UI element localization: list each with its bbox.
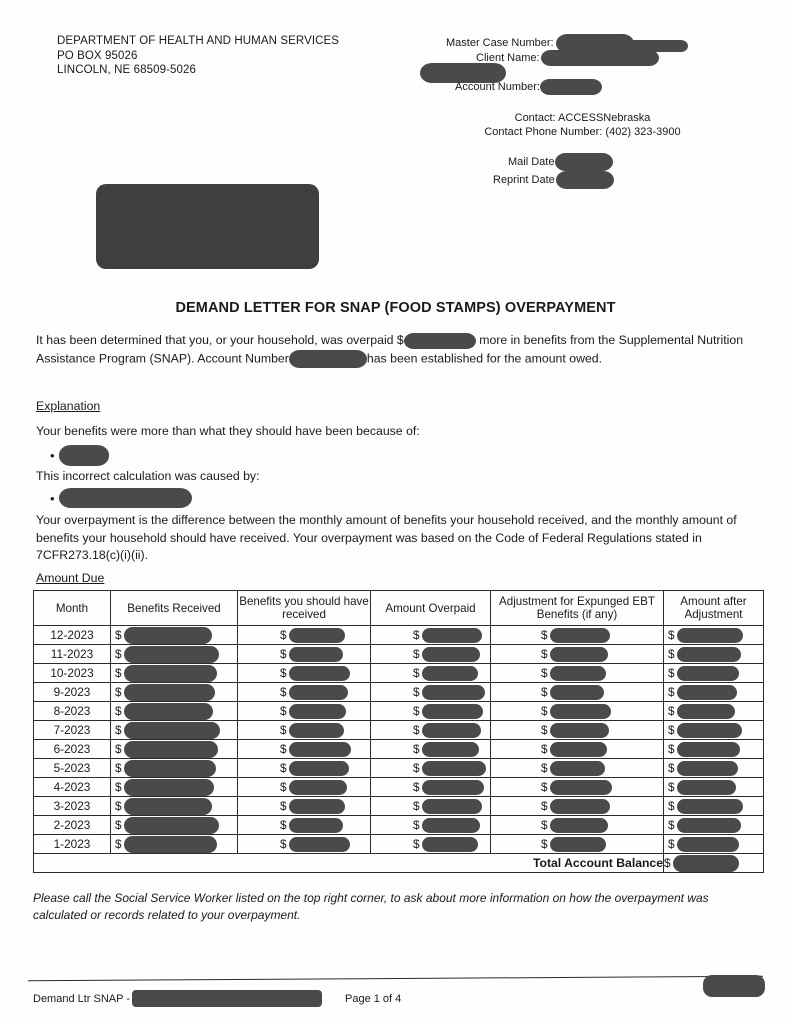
value-redaction xyxy=(550,780,612,795)
value-redaction xyxy=(677,723,742,738)
value-redaction xyxy=(124,684,215,701)
amount-due-table-wrap xyxy=(33,590,763,873)
total-account-balance-label: Total Account Balance xyxy=(34,854,664,873)
value-redaction xyxy=(124,779,214,796)
cell-amount-after-adjustment xyxy=(664,664,764,683)
bullet-icon-2: • xyxy=(50,490,55,506)
currency-symbol: $ xyxy=(413,780,420,794)
value-redaction xyxy=(422,742,479,757)
value-redaction xyxy=(124,665,217,682)
table-header-row xyxy=(34,591,764,626)
currency-symbol: $ xyxy=(280,704,287,718)
value-redaction xyxy=(550,723,609,738)
column-header-month: Month xyxy=(34,591,111,626)
currency-symbol: $ xyxy=(541,628,548,642)
value-redaction xyxy=(550,666,606,681)
currency-symbol: $ xyxy=(668,761,675,775)
value-redaction xyxy=(422,685,485,700)
value-redaction xyxy=(124,741,218,758)
value-redaction xyxy=(124,703,213,720)
account-number-row xyxy=(400,79,765,95)
cell-month: 4-2023 xyxy=(34,778,111,797)
cell-adjustment-expunged xyxy=(491,626,664,645)
currency-symbol: $ xyxy=(115,780,122,794)
currency-symbol: $ xyxy=(541,818,548,832)
cell-month: 2-2023 xyxy=(34,816,111,835)
cell-adjustment-expunged xyxy=(491,683,664,702)
client-name-redaction xyxy=(541,50,659,66)
form-id-redaction xyxy=(132,990,322,1007)
cell-benefits-received xyxy=(111,645,238,664)
cell-adjustment-expunged xyxy=(491,759,664,778)
value-redaction xyxy=(550,837,606,852)
table-row xyxy=(34,664,764,683)
table-row xyxy=(34,835,764,854)
contact-line: Contact: ACCESSNebraska xyxy=(514,112,651,124)
bullet-icon: • xyxy=(50,448,55,463)
value-redaction xyxy=(422,723,481,738)
currency-symbol: $ xyxy=(115,761,122,775)
table-row xyxy=(34,778,764,797)
cell-benefits-received xyxy=(111,835,238,854)
cell-month: 12-2023 xyxy=(34,626,111,645)
currency-symbol: $ xyxy=(541,704,548,718)
currency-symbol: $ xyxy=(413,666,420,680)
reprint-date-label: Reprint Date xyxy=(493,173,555,186)
cell-adjustment-expunged xyxy=(491,664,664,683)
value-redaction xyxy=(289,704,346,719)
overpaid-amount-redaction xyxy=(404,333,476,349)
total-account-balance-value xyxy=(664,854,764,873)
currency-symbol: $ xyxy=(413,628,420,642)
value-redaction xyxy=(677,742,740,757)
value-redaction xyxy=(677,761,738,776)
cell-adjustment-expunged xyxy=(491,740,664,759)
cell-benefits-received xyxy=(111,626,238,645)
client-name-label: Client Name: xyxy=(476,51,540,64)
table-row xyxy=(34,797,764,816)
explanation-line-2: This incorrect calculation was caused by: xyxy=(36,469,260,483)
reprint-date-row xyxy=(400,171,765,189)
currency-symbol: $ xyxy=(115,818,122,832)
agency-po-box: PO BOX 95026 xyxy=(57,49,138,62)
value-redaction xyxy=(550,628,610,643)
value-redaction xyxy=(422,837,478,852)
contact-phone-line: Contact Phone Number: (402) 323-3900 xyxy=(484,126,681,138)
cell-amount-overpaid xyxy=(371,759,491,778)
value-redaction xyxy=(289,818,343,833)
recipient-address-redaction xyxy=(96,184,319,269)
currency-symbol: $ xyxy=(115,666,122,680)
value-redaction xyxy=(677,837,739,852)
page-number-label: Page 1 of 4 xyxy=(345,992,402,1005)
cell-month: 9-2023 xyxy=(34,683,111,702)
value-redaction xyxy=(677,799,743,814)
currency-symbol: $ xyxy=(668,685,675,699)
currency-symbol: $ xyxy=(668,628,675,642)
cell-amount-overpaid xyxy=(371,702,491,721)
table-row xyxy=(34,626,764,645)
currency-symbol: $ xyxy=(413,837,420,851)
explanation-paragraph: Your overpayment is the difference between the monthly amount of benefits your household received, and the monthly amount of benefits your household should have received. Your overpayment was based on the Code of Federal Regulations stated in 7CFR273.18(c)(i)(ii). xyxy=(36,513,737,562)
agency-city-state-zip: LINCOLN, NE 68509-5026 xyxy=(57,64,196,76)
value-redaction xyxy=(550,685,604,700)
currency-symbol: $ xyxy=(280,799,287,813)
page-footer xyxy=(33,990,763,1007)
cell-amount-after-adjustment xyxy=(664,645,764,664)
cell-month: 7-2023 xyxy=(34,721,111,740)
value-redaction xyxy=(124,798,212,815)
cell-adjustment-expunged xyxy=(491,645,664,664)
cell-benefits-received xyxy=(111,683,238,702)
footer-divider xyxy=(28,976,763,981)
value-redaction xyxy=(289,837,350,852)
value-redaction xyxy=(422,647,480,662)
form-id-label: Demand Ltr SNAP - xyxy=(33,992,131,1005)
table-row xyxy=(34,740,764,759)
currency-symbol: $ xyxy=(541,780,548,794)
value-redaction xyxy=(677,704,735,719)
value-redaction xyxy=(677,628,743,643)
currency-symbol: $ xyxy=(668,647,675,661)
reprint-date-redaction xyxy=(556,171,614,189)
currency-symbol: $ xyxy=(541,685,548,699)
value-redaction xyxy=(289,780,347,795)
cell-adjustment-expunged xyxy=(491,835,664,854)
column-header-benefits-received: Benefits Received xyxy=(111,591,238,626)
currency-symbol: $ xyxy=(413,742,420,756)
currency-symbol: $ xyxy=(413,704,420,718)
column-header-adjustment-expunged: Adjustment for Expunged EBT Benefits (if any) xyxy=(491,591,664,626)
cell-adjustment-expunged xyxy=(491,797,664,816)
table-row xyxy=(34,702,764,721)
value-redaction xyxy=(550,818,608,833)
cell-benefits-should-receive xyxy=(238,740,371,759)
account-number-redaction xyxy=(540,79,602,95)
mail-date-row xyxy=(400,153,765,171)
value-redaction xyxy=(289,628,345,643)
currency-symbol: $ xyxy=(280,780,287,794)
total-row xyxy=(34,854,764,873)
cell-benefits-should-receive xyxy=(238,759,371,778)
currency-symbol: $ xyxy=(541,799,548,813)
value-redaction xyxy=(550,647,608,662)
currency-symbol: $ xyxy=(413,647,420,661)
column-header-benefits-should-receive: Benefits you should have received xyxy=(238,591,371,626)
amount-due-heading-text: Amount Due xyxy=(36,571,105,585)
cell-adjustment-expunged xyxy=(491,778,664,797)
currency-symbol: $ xyxy=(115,647,122,661)
value-redaction xyxy=(422,761,486,776)
currency-symbol: $ xyxy=(413,799,420,813)
cell-benefits-should-receive xyxy=(238,835,371,854)
table-row xyxy=(34,683,764,702)
intro-text-part2: more in benefits from the Supplemental Nutrition Assistance Program (SNAP). Account Number xyxy=(36,333,744,365)
amount-due-heading xyxy=(36,570,761,588)
value-redaction xyxy=(422,818,480,833)
currency-symbol: $ xyxy=(280,723,287,737)
cell-amount-after-adjustment xyxy=(664,759,764,778)
cell-amount-after-adjustment xyxy=(664,683,764,702)
cell-benefits-should-receive xyxy=(238,816,371,835)
cell-month: 8-2023 xyxy=(34,702,111,721)
cell-amount-after-adjustment xyxy=(664,721,764,740)
cell-adjustment-expunged xyxy=(491,702,664,721)
value-redaction xyxy=(422,666,478,681)
cell-amount-overpaid xyxy=(371,626,491,645)
value-redaction xyxy=(289,723,344,738)
cell-benefits-should-receive xyxy=(238,702,371,721)
currency-symbol: $ xyxy=(413,723,420,737)
currency-symbol: $ xyxy=(115,837,122,851)
cell-amount-overpaid xyxy=(371,740,491,759)
agency-address-block xyxy=(57,34,339,78)
value-redaction xyxy=(124,646,219,663)
currency-symbol: $ xyxy=(280,647,287,661)
table-footer xyxy=(34,854,764,873)
cell-amount-overpaid xyxy=(371,683,491,702)
value-redaction xyxy=(550,799,610,814)
cell-amount-overpaid xyxy=(371,721,491,740)
currency-symbol: $ xyxy=(664,856,671,870)
currency-symbol: $ xyxy=(280,818,287,832)
cell-amount-overpaid xyxy=(371,664,491,683)
value-redaction xyxy=(289,666,350,681)
value-redaction xyxy=(422,780,484,795)
cell-benefits-received xyxy=(111,702,238,721)
currency-symbol: $ xyxy=(280,837,287,851)
cell-amount-after-adjustment xyxy=(664,797,764,816)
cell-benefits-should-receive xyxy=(238,645,371,664)
total-account-balance-redaction xyxy=(673,855,739,872)
currency-symbol: $ xyxy=(668,818,675,832)
cell-benefits-should-receive xyxy=(238,797,371,816)
currency-symbol: $ xyxy=(541,723,548,737)
table-header xyxy=(34,591,764,626)
cell-benefits-received xyxy=(111,797,238,816)
cell-amount-overpaid xyxy=(371,645,491,664)
cell-amount-overpaid xyxy=(371,816,491,835)
currency-symbol: $ xyxy=(668,780,675,794)
value-redaction xyxy=(289,799,345,814)
value-redaction xyxy=(677,780,736,795)
currency-symbol: $ xyxy=(413,761,420,775)
value-redaction xyxy=(289,685,348,700)
currency-symbol: $ xyxy=(115,628,122,642)
cell-benefits-should-receive xyxy=(238,664,371,683)
cell-adjustment-expunged xyxy=(491,721,664,740)
table-row xyxy=(34,645,764,664)
table-body xyxy=(34,626,764,854)
intro-account-number-redaction xyxy=(289,350,367,368)
intro-text-part1: It has been determined that you, or your household, was overpaid $ xyxy=(36,333,404,347)
page-title: DEMAND LETTER FOR SNAP (FOOD STAMPS) OVERPAYMENT xyxy=(175,300,616,316)
cell-benefits-should-receive xyxy=(238,626,371,645)
cell-benefits-should-receive xyxy=(238,683,371,702)
explanation-bullet-1-redaction xyxy=(59,445,109,466)
value-redaction xyxy=(677,818,741,833)
currency-symbol: $ xyxy=(115,799,122,813)
cell-benefits-received xyxy=(111,816,238,835)
cell-benefits-received xyxy=(111,778,238,797)
value-redaction xyxy=(289,761,349,776)
account-number-label: Account Number: xyxy=(455,80,540,93)
currency-symbol: $ xyxy=(668,704,675,718)
value-redaction xyxy=(550,742,607,757)
cell-month: 6-2023 xyxy=(34,740,111,759)
value-redaction xyxy=(422,799,482,814)
currency-symbol: $ xyxy=(115,723,122,737)
intro-paragraph xyxy=(36,332,761,368)
column-header-amount-after-adjustment: Amount after Adjustment xyxy=(664,591,764,626)
mail-date-label: Mail Date xyxy=(508,155,555,168)
explanation-bullet-2-redaction xyxy=(59,488,192,508)
value-redaction xyxy=(289,647,343,662)
value-redaction xyxy=(124,760,216,777)
currency-symbol: $ xyxy=(541,837,548,851)
cell-amount-after-adjustment xyxy=(664,835,764,854)
currency-symbol: $ xyxy=(413,818,420,832)
cell-month: 5-2023 xyxy=(34,759,111,778)
cell-amount-overpaid xyxy=(371,835,491,854)
table-row xyxy=(34,721,764,740)
case-info-block xyxy=(400,34,765,189)
currency-symbol: $ xyxy=(115,742,122,756)
cell-benefits-received xyxy=(111,664,238,683)
cell-month: 10-2023 xyxy=(34,664,111,683)
currency-symbol: $ xyxy=(668,742,675,756)
explanation-bullet-2 xyxy=(36,488,775,508)
cell-amount-overpaid xyxy=(371,778,491,797)
currency-symbol: $ xyxy=(541,647,548,661)
cell-benefits-received xyxy=(111,759,238,778)
currency-symbol: $ xyxy=(280,761,287,775)
explanation-heading-text: Explanation xyxy=(36,399,101,413)
cell-month: 11-2023 xyxy=(34,645,111,664)
value-redaction xyxy=(124,722,220,739)
value-redaction xyxy=(677,685,737,700)
cell-amount-after-adjustment xyxy=(664,702,764,721)
currency-symbol: $ xyxy=(541,666,548,680)
table-row xyxy=(34,816,764,835)
currency-symbol: $ xyxy=(668,666,675,680)
column-header-amount-overpaid: Amount Overpaid xyxy=(371,591,491,626)
value-redaction xyxy=(422,704,483,719)
intro-text-part3: has been established for the amount owed. xyxy=(366,350,603,365)
currency-symbol: $ xyxy=(668,723,675,737)
cell-benefits-should-receive xyxy=(238,721,371,740)
cell-benefits-received xyxy=(111,721,238,740)
cell-adjustment-expunged xyxy=(491,816,664,835)
value-redaction xyxy=(124,627,212,644)
cell-amount-after-adjustment xyxy=(664,740,764,759)
cell-amount-after-adjustment xyxy=(664,816,764,835)
mail-date-redaction xyxy=(555,153,613,171)
currency-symbol: $ xyxy=(115,685,122,699)
table-row xyxy=(34,759,764,778)
explanation-bullet-1 xyxy=(36,445,775,466)
cell-benefits-should-receive xyxy=(238,778,371,797)
cell-amount-after-adjustment xyxy=(664,626,764,645)
currency-symbol: $ xyxy=(280,685,287,699)
currency-symbol: $ xyxy=(280,628,287,642)
amount-due-table xyxy=(33,590,764,873)
agency-name: DEPARTMENT OF HEALTH AND HUMAN SERVICES xyxy=(57,35,340,47)
value-redaction xyxy=(550,761,605,776)
value-redaction xyxy=(124,836,217,853)
contact-worker-note: Please call the Social Service Worker listed on the top right corner, to ask about more information on how the overpayment was calculated or records related to your overpayment. xyxy=(33,891,709,922)
currency-symbol: $ xyxy=(115,704,122,718)
currency-symbol: $ xyxy=(668,837,675,851)
footer-right-redaction xyxy=(703,975,765,997)
value-redaction xyxy=(124,817,219,834)
value-redaction xyxy=(677,666,739,681)
cell-month: 1-2023 xyxy=(34,835,111,854)
currency-symbol: $ xyxy=(668,799,675,813)
explanation-heading xyxy=(36,398,761,416)
currency-symbol: $ xyxy=(280,742,287,756)
value-redaction xyxy=(422,628,482,643)
currency-symbol: $ xyxy=(541,761,548,775)
value-redaction xyxy=(550,704,611,719)
explanation-line-1: Your benefits were more than what they should have been because of: xyxy=(36,424,420,438)
value-redaction xyxy=(677,647,741,662)
cell-benefits-received xyxy=(111,740,238,759)
cell-amount-after-adjustment xyxy=(664,778,764,797)
value-redaction xyxy=(289,742,351,757)
cell-month: 3-2023 xyxy=(34,797,111,816)
currency-symbol: $ xyxy=(280,666,287,680)
master-case-number-label: Master Case Number: xyxy=(446,37,554,49)
cell-amount-overpaid xyxy=(371,797,491,816)
currency-symbol: $ xyxy=(413,685,420,699)
currency-symbol: $ xyxy=(541,742,548,756)
